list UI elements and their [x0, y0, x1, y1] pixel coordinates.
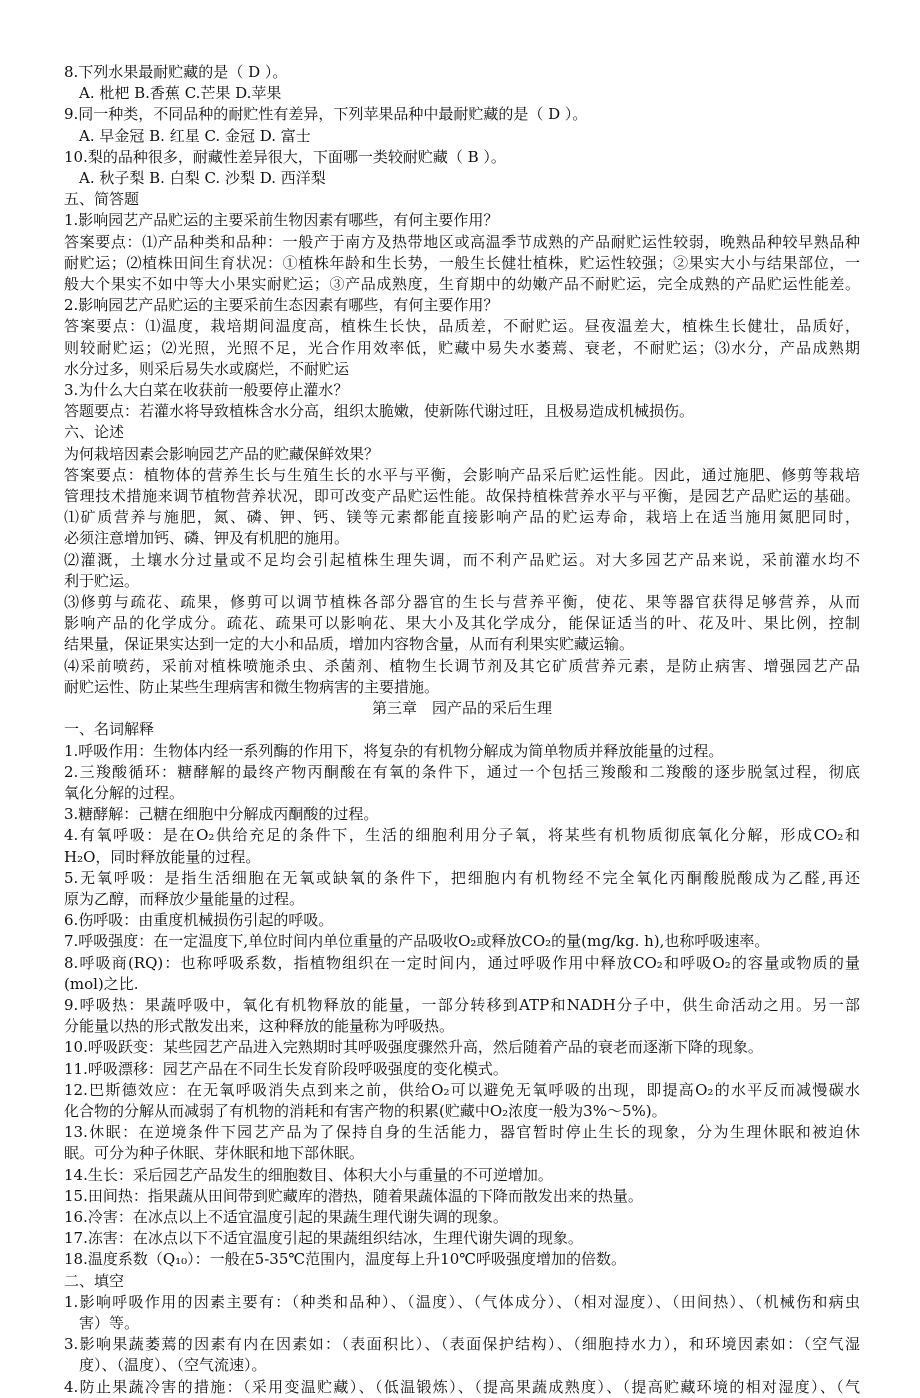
text-line: 答案要点：植物体的营养生长与生殖生长的水平与平衡，会影响产品采后贮运性能。因此，通过施肥、修剪等栽培: [64, 465, 860, 484]
text-line: 分能量以热的形式散发出来，这种释放的能量称为呼吸热。: [64, 1017, 455, 1036]
text-line: 10.呼吸跃变：某些园艺产品进入完熟期时其呼吸强度骤然升高，然后随着产品的衰老而逐渐下降的现象。: [64, 1038, 763, 1057]
text-line: ⑵灌溉，土壤水分过量或不足均会引起植株生理失调，而不利产品贮运。对大多园艺产品来说，采前灌水均不: [64, 550, 860, 569]
text-line: 一、名词解释: [64, 720, 155, 739]
text-line: 5.无氧呼吸：是指生活细胞在无氧或缺氧的条件下，把细胞内有机物经不完全氧化丙酮酸脱酸成为乙醛,再还: [64, 868, 860, 887]
text-line: 3.糖酵解：己糖在细胞中分解成丙酮酸的过程。: [64, 805, 379, 824]
text-line: 化合物的分解从而减弱了有机物的消耗和有害产物的积累(贮藏中O₂浓度一般为3%～5%)。: [64, 1101, 667, 1120]
text-line: 1.呼吸作用：生物体内经一系列酶的作用下，将复杂的有机物分解成为简单物质并释放能量的过程。: [64, 741, 724, 760]
text-line: 六、论述: [64, 423, 125, 442]
text-line: 3.为什么大白菜在收获前一般要停止灌水？: [64, 381, 349, 400]
text-line: A. 秋子梨 B. 白梨 C. 沙梨 D. 西洋梨: [79, 169, 326, 188]
text-line: 管理技术措施来调节植物营养状况，即可改变产品贮运性能。故保持植株营养水平与平衡，是园艺产品贮运的基础。: [64, 487, 860, 506]
text-line: 8.呼吸商(RQ)：也称呼吸系数，指植物组织在一定时间内，通过呼吸作用中释放CO₂和呼吸O₂的容量或物质的量: [64, 953, 860, 972]
text-line: A. 早金冠 B. 红星 C. 金冠 D. 富士: [79, 126, 311, 145]
document-body: [64, 62, 860, 1398]
text-line: 9.同一种类，不同品种的耐贮性有差异，下列苹果品种中最耐贮藏的是（ D ）。: [64, 105, 588, 124]
text-line: 4.防止果蔬冷害的措施：（采用变温贮藏）、（低温锻炼）、（提高果蔬成熟度）、（提高贮藏环境的相对湿度）、（气: [64, 1377, 860, 1396]
text-line: 眠。可分为种子休眠、芽休眠和地下部休眠。: [64, 1144, 365, 1163]
text-line: 耐贮运性、防止某些生理病害和微生物病害的主要措施。: [64, 677, 440, 696]
text-line: (mol)之比.: [64, 974, 139, 993]
text-line: 耐贮运；⑵植株田间生育状况：①植株年龄和生长势，一般生长健壮植株，贮运性较强；②果实大小与结果部位，一: [64, 253, 860, 272]
text-line: 3.影响果蔬萎蔫的因素有内在因素如：（表面积比）、（表面保护结构）、（细胞持水力），和环境因素如：（空气湿: [64, 1335, 860, 1354]
text-line: ⑶修剪与疏花、疏果，修剪可以调节植株各部分器官的生长与营养平衡，使花、果等器官获得足够营养，从而: [64, 593, 860, 612]
text-line: 为何栽培因素会影响园艺产品的贮藏保鲜效果？: [64, 444, 380, 463]
text-line: 8.下列水果最耐贮藏的是（ D ）。: [64, 63, 288, 81]
text-line: 般大个果实不如中等大小果实耐贮运；③产品成熟度，生育期中的幼嫩产品不耐贮运，完全成熟的产品贮运性能差。: [64, 275, 860, 294]
text-line: 则较耐贮运；⑵光照，光照不足，光合作用效率低，贮藏中易失水萎蔫、衰老，不耐贮运；⑶水分，产品成熟期: [64, 338, 860, 357]
text-line: 氧化分解的过程。: [64, 783, 185, 802]
text-line: 影响产品的化学成分。疏花、疏果可以影响花、果大小及其化学成分，能保证适当的叶、花及叶、果比例，控制: [64, 614, 860, 633]
text-line: 1.影响园艺产品贮运的主要采前生物因素有哪些，有何主要作用？: [64, 211, 499, 230]
text-line: 原为乙醇，而释放少量能量的过程。: [64, 889, 305, 908]
text-line: 二、填空: [64, 1271, 125, 1290]
text-line: 害）等。: [79, 1313, 140, 1332]
text-line: ⑴矿质营养与施肥，氮、磷、钾、钙、镁等元素都能直接影响产品的贮运寿命，栽培上在适当施用氮肥同时，: [64, 508, 860, 527]
text-line: 结果量，保证果实达到一定的大小和品质，增加内容物含量，从而有利果实贮藏运输。: [64, 635, 635, 654]
text-line: 13.休眠：在逆境条件下园艺产品为了保持自身的生活能力，器官暂时停止生长的现象，分为生理休眠和被迫休: [64, 1123, 860, 1142]
text-line: 17.冻害：在冰点以下不适宜温度引起的果蔬组织结冰，生理代谢失调的现象。: [64, 1229, 583, 1248]
text-line: 1.影响呼吸作用的因素主要有：（种类和品种）、（温度）、（气体成分）、（相对湿度）、（田间热）、（机械伤和病虫: [64, 1292, 860, 1311]
text-line: 五、简答题: [64, 190, 140, 209]
text-line: 答题要点：若灌水将导致植株含水分高，组织太脆嫩，使新陈代谢过旺，且极易造成机械损伤。: [64, 402, 695, 421]
text-line: 10.梨的品种很多，耐藏性差异很大，下面哪一类较耐贮藏（ B ）。: [64, 147, 506, 166]
text-line: 水分过多，则采后易失水或腐烂，不耐贮运: [64, 359, 350, 378]
text-line: 必须注意增加钙、磷、钾及有机肥的施用。: [64, 529, 350, 548]
text-line: ⑷采前喷药，采前对植株喷施杀虫、杀菌剂、植物生长调节剂及其它矿质营养元素，是防止病害、增强园艺产品: [64, 656, 860, 675]
text-line: A. 枇杷 B.香蕉 C.芒果 D.苹果: [79, 84, 282, 103]
text-line: 第三章 园产品的采后生理: [371, 699, 552, 718]
text-line: 6.伤呼吸：由重度机械损伤引起的呼吸。: [64, 911, 334, 930]
text-line: 度）、（温度）、（空气流速）。: [79, 1356, 267, 1375]
text-line: 11.呼吸漂移：园艺产品在不同生长发育阶段呼吸强度的变化模式。: [64, 1059, 508, 1078]
text-line: 14.生长：采后园艺产品发生的细胞数目、体积大小与重量的不可逆增加。: [64, 1165, 553, 1184]
text-line: 4.有氧呼吸：是在O₂供给充足的条件下，生活的细胞利用分子氧，将某些有机物质彻底氧化分解，形成CO₂和: [64, 826, 860, 845]
text-line: 利于贮运。: [64, 571, 140, 590]
text-line: H₂O，同时释放能量的过程。: [64, 847, 261, 866]
text-line: 2.三羧酸循环：糖酵解的最终产物丙酮酸在有氧的条件下，通过一个包括三羧酸和二羧酸的逐步脱氢过程，彻底: [64, 762, 860, 781]
text-line: 7.呼吸强度：在一定温度下,单位时间内单位重量的产品吸收O₂或释放CO₂的量(mg/kg. h),也称呼吸速率。: [64, 932, 770, 951]
text-line: 15.田间热：指果蔬从田间带到贮藏库的潜热，随着果蔬体温的下降而散发出来的热量。: [64, 1186, 643, 1205]
text-line: 2.影响园艺产品贮运的主要采前生态因素有哪些，有何主要作用？: [64, 296, 499, 315]
text-line: 答案要点：⑴温度，栽培期间温度高，植株生长快，品质差，不耐贮运。昼夜温差大，植株生长健壮，品质好，: [64, 317, 860, 336]
text-line: 16.冷害：在冰点以上不适宜温度引起的果蔬生理代谢失调的现象。: [64, 1207, 508, 1226]
text-line: 9.呼吸热：果蔬呼吸中，氧化有机物释放的能量，一部分转移到ATP和NADH分子中，供生命活动之用。另一部: [64, 995, 860, 1014]
text-line: 12.巴斯德效应：在无氧呼吸消失点到来之前，供给O₂可以避免无氧呼吸的出现，即提高O₂的水平反而减慢碳水: [64, 1080, 860, 1099]
text-line: 18.温度系数（Q₁₀）：一般在5-35℃范围内，温度每上升10℃呼吸强度增加的倍数。: [64, 1250, 627, 1269]
text-line: 答案要点：⑴产品种类和品种：一般产于南方及热带地区或高温季节成熟的产品耐贮运性较弱，晚熟品种较早熟品种: [64, 232, 860, 251]
